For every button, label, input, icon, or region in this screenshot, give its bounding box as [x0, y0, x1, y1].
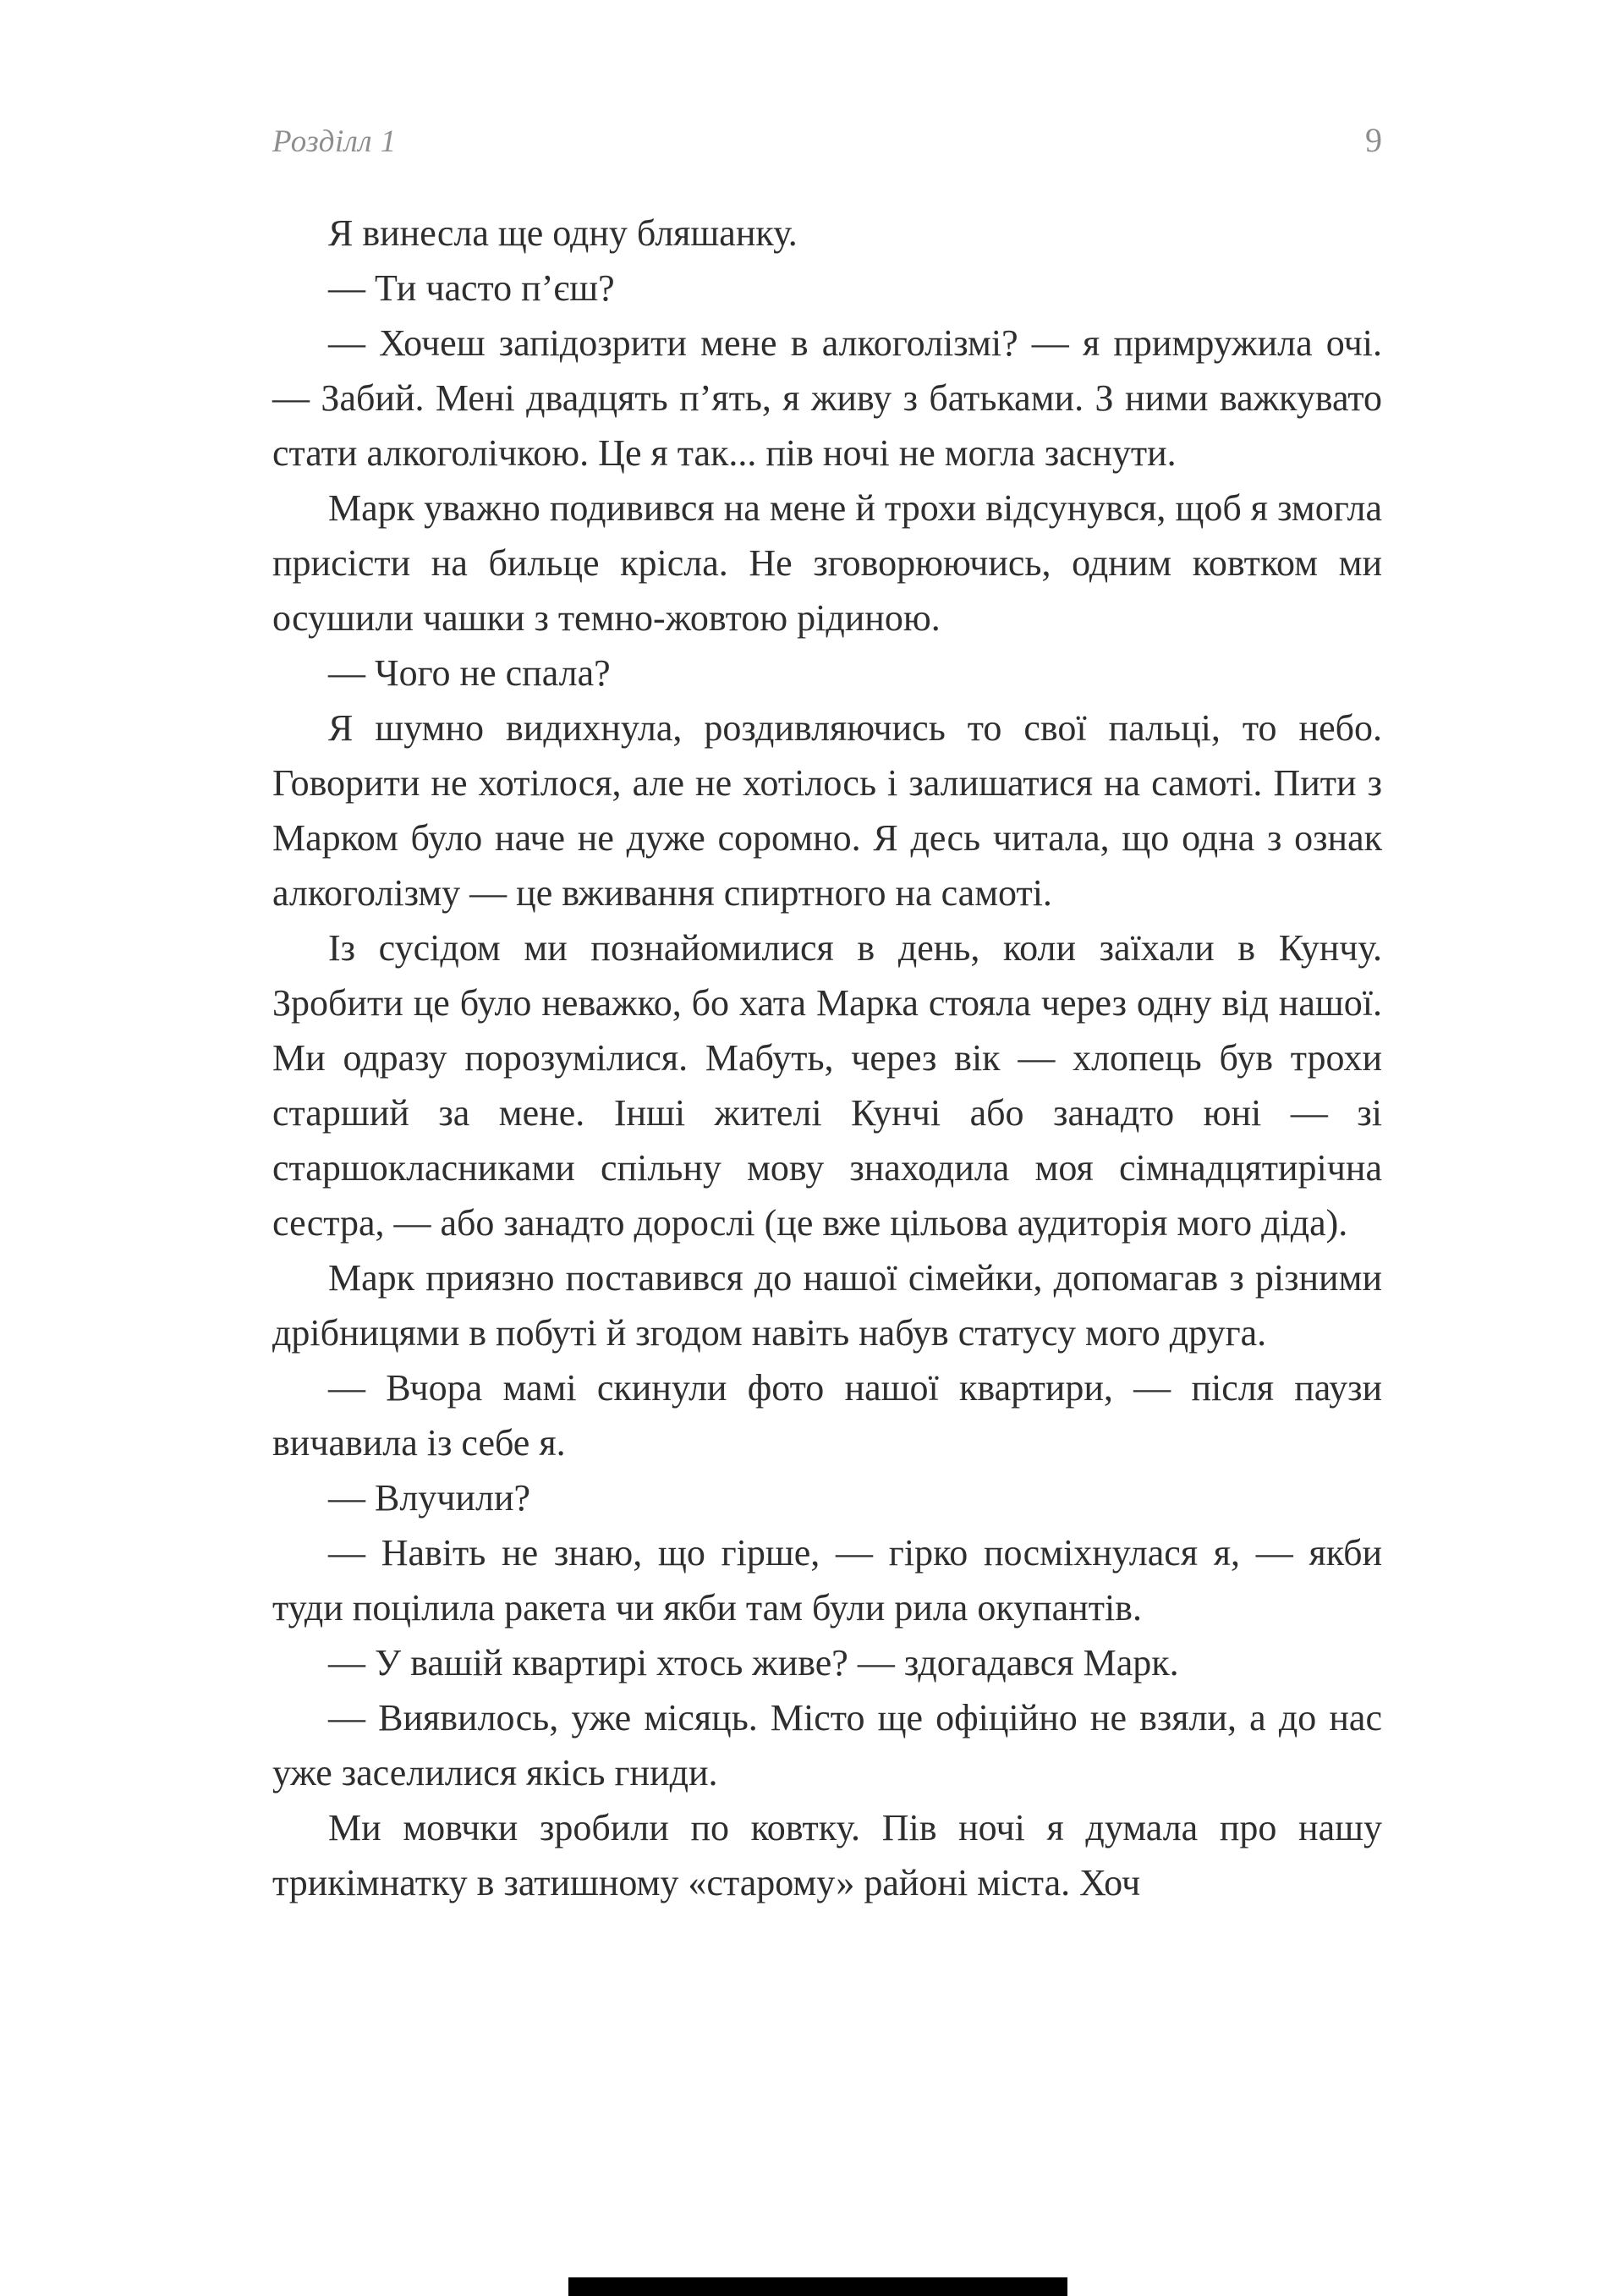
paragraph: Я винесла ще одну бляшанку.: [328, 212, 798, 254]
paragraph: — Ти часто п’єш?: [328, 267, 615, 309]
paragraph: — Навіть не знаю, що гірше, — гірко посміхнулася я, — якби туди поцілила ракета чи якби там були рила окупантів.: [272, 1532, 1382, 1629]
page-number: 9: [1365, 121, 1382, 159]
paragraph: — Хочеш запідозрити мене в алкоголізмі? — я примружила очі. — Забий. Мені двадцять п’ять, я живу з батьками. З ними важкувато стати алкоголічкою. Це я так... пів ночі не могла заснути.: [272, 322, 1382, 474]
paragraph: — У вашій квартирі хтось живе? — здогадався Марк.: [328, 1642, 1179, 1684]
chapter-label: Розділл 1: [272, 124, 397, 159]
paragraph: — Чого не спала?: [328, 652, 611, 694]
paragraph: Із сусідом ми познайомилися в день, коли заїхали в Кунчу. Зробити це було неважко, бо хата Марка стояла через одну від нашої. Ми одразу порозумілися. Мабуть, через вік — хлопець був трохи старший за мене. Інші жителі Кунчі або занадто юні — зі старшокласниками спільну мову знаходила моя сімнадцятирічна сестра, — або занадто дорослі (це вже цільова аудиторія мого діда).: [272, 927, 1382, 1244]
paragraph: Марк приязно поставився до нашої сімейки, допомагав з різними дрібницями в побуті й згодом навіть набув статусу мого друга.: [272, 1257, 1382, 1354]
paragraph: Марк уважно подивився на мене й трохи відсунувся, щоб я змогла присісти на бильце крісла. Не зговорюючись, одним ковтком ми осушили чашки з темно-жовтою рідиною.: [272, 487, 1382, 639]
paragraph: — Влучили?: [328, 1477, 531, 1519]
paragraph: — Вчора мамі скинули фото нашої квартири, — після паузи вичавила із себе я.: [272, 1367, 1382, 1464]
body-text: [272, 206, 1382, 1910]
paragraph: Я шумно видихнула, роздивляючись то свої пальці, то небо. Говорити не хотілося, але не хотілось і залишатися на самоті. Пити з Марком було наче не дуже соромно. Я десь читала, що одна з ознак алкоголізму — це вживання спиртного на самоті.: [272, 707, 1382, 914]
paragraph: — Виявилось, уже місяць. Місто ще офіційно не взяли, а до нас уже заселилися якісь гниди.: [272, 1697, 1382, 1793]
scan-artifact-bar: [568, 2277, 1067, 2296]
page-header: [272, 120, 1382, 160]
paragraph: Ми мовчки зробили по ковтку. Пів ночі я думала про нашу трикімнатку в затишному «старому» районі міста. Хоч: [272, 1807, 1382, 1903]
